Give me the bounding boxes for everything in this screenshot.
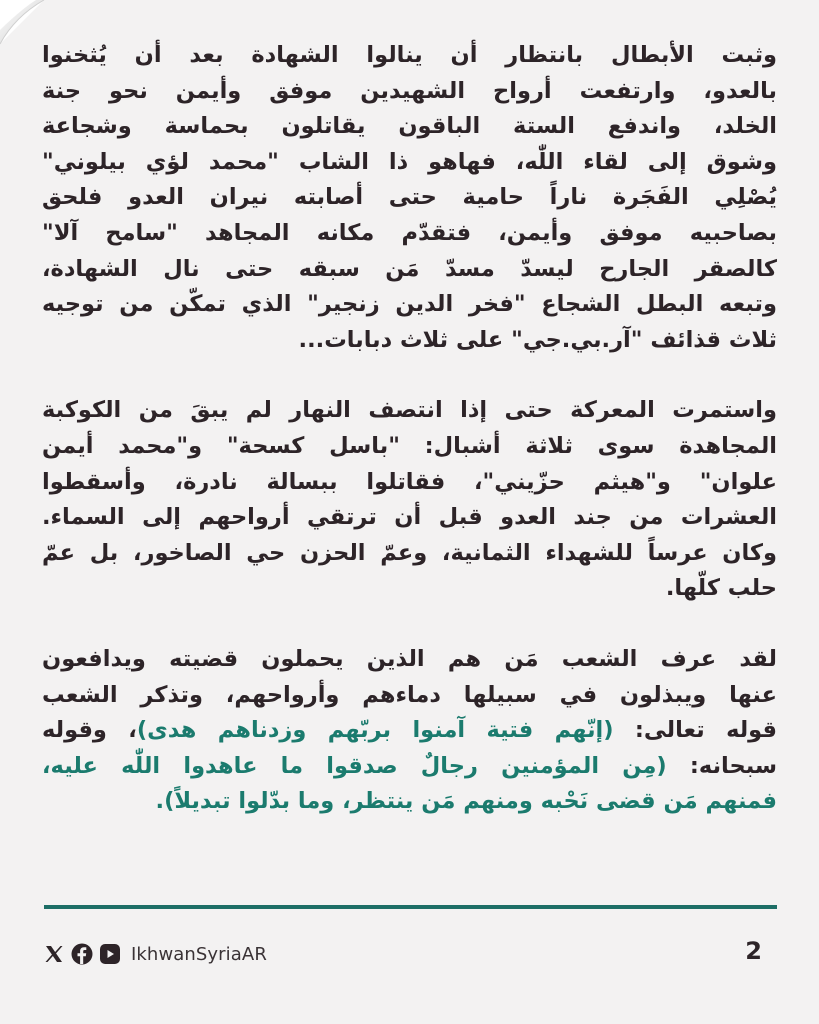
text-line: الخلد، واندفع الستة الباقون يقاتلون بحماسة وشجاعة (42, 113, 777, 140)
x-icon[interactable] (43, 943, 65, 965)
text-segment: عنها ويبذلون في سبيلها دماءهم وأرواحهم، وتذكر الشعب (42, 681, 777, 708)
text-line: وثبت الأبطال بانتظار أن ينالوا الشهادة بعد أن يُثخنوا (42, 42, 777, 68)
article-body (42, 38, 777, 820)
paragraph-2 (42, 393, 777, 607)
social-handle[interactable]: IkhwanSyriaAR (131, 943, 267, 965)
social-links (43, 940, 267, 968)
text-line: ثلاث قذائف "آر.بي.جي" على ثلاث دبابات... (298, 326, 777, 353)
quran-quote: (إنّهم فتية آمنوا بربّهم وزدناهم هدى) (136, 717, 614, 744)
quran-quote: (مِن المؤمنين رجالٌ صدقوا ما عاهدوا اللّٰه عليه، (42, 752, 667, 779)
text-line (42, 642, 777, 678)
page-curl-decoration (0, 0, 48, 48)
text-line: بصاحبيه موفق وأيمن، فتقدّم مكانه المجاهد "سامح آلا" (42, 219, 777, 246)
text-line: يُصْلِي الفَجَرة ناراً حامية حتى أصابته نيران العدو فلحق (42, 184, 777, 211)
text-segment: لقد عرف الشعب مَن هم الذين يحملون قضيته ويدافعون (42, 645, 777, 672)
text-line: وشوق إلى لقاء اللّٰه، فهاهو ذا الشاب "محمد لؤي بيلوني" (42, 148, 777, 175)
text-segment: سبحانه: (666, 752, 777, 779)
text-line: واستمرت المعركة حتى إذا انتصف النهار لم يبقَ من الكوكبة (42, 397, 777, 424)
text-segment: ، وقوله (42, 717, 137, 744)
text-line (42, 678, 777, 714)
text-line (42, 749, 777, 785)
text-line: بالعدو، وارتفعت أرواح الشهيدين موفق وأيمن نحو جنة (42, 77, 777, 104)
paragraph-3 (42, 642, 777, 820)
facebook-icon[interactable] (71, 943, 93, 965)
text-line: حلب كلّها. (665, 575, 777, 602)
text-line (42, 713, 777, 749)
text-line: كالصقر الجارح ليسدّ مسدّ مَن سبقه حتى نال الشهادة، (42, 255, 777, 282)
text-line: العشرات من جند العدو قبل أن ترتقي أرواحهم إلى السماء. (42, 504, 777, 531)
text-segment: قوله تعالى: (613, 717, 777, 744)
text-line: وتبعه البطل الشجاع "فخر الدين زنجير" الذي تمكّن من توجيه (42, 291, 777, 318)
text-line: وكان عرساً للشهداء الثمانية، وعمّ الحزن حي الصاخور، بل عمّ (42, 539, 777, 566)
text-line: المجاهدة سوى ثلاثة أشبال: "باسل كسحة" و"محمد أيمن (42, 432, 777, 459)
quran-quote: فمنهم مَن قضى نَحْبه ومنهم مَن ينتظر، وما بدّلوا تبديلاً). (155, 788, 777, 815)
youtube-icon[interactable] (99, 943, 121, 965)
text-line (42, 784, 777, 820)
text-line: علوان" و"هيثم حزّيني"، فقاتلوا ببسالة نادرة، وأسقطوا (42, 468, 777, 495)
page-number: 2 (745, 937, 762, 965)
footer-divider (44, 905, 777, 909)
paragraph-1 (42, 38, 777, 358)
